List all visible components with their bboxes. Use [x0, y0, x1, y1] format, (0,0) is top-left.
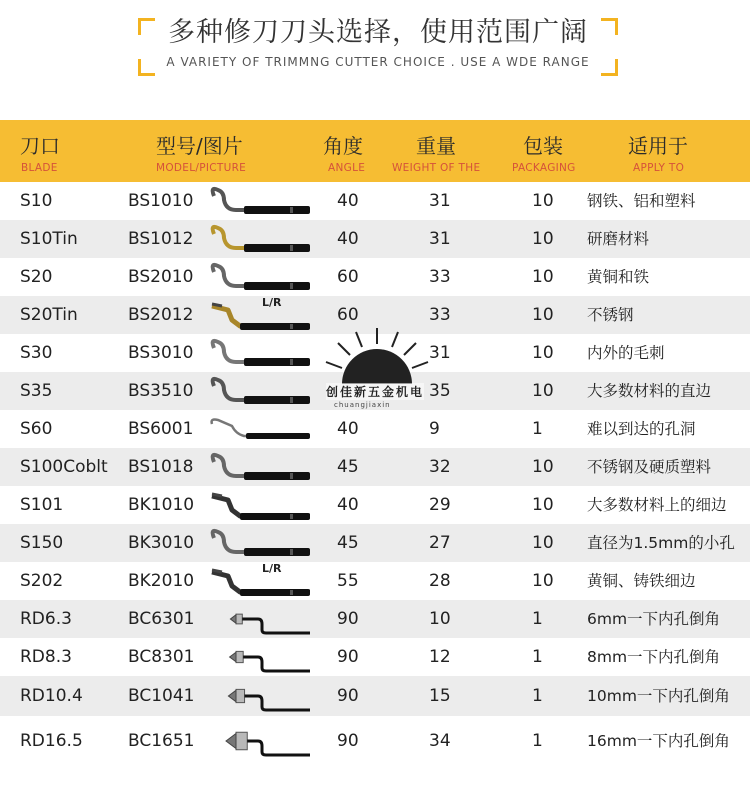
weight-cell: 31: [429, 191, 451, 211]
page-subtitle: A VARIETY OF TRIMMNG CUTTER CHOICE . USE A WDE RANGE: [166, 55, 590, 69]
weight-cell: 10: [429, 609, 451, 629]
blade-tool-icon: [206, 562, 316, 600]
apply-cell: 研磨材料: [587, 230, 650, 248]
model-cell: BS6001: [128, 419, 194, 439]
blade-cell: RD8.3: [20, 647, 72, 667]
blade-tool-icon: [206, 524, 316, 562]
blade-tool-icon: [206, 296, 316, 334]
blade-cell: S60: [20, 419, 53, 439]
table-row: [0, 410, 750, 448]
blade-tool-icon: [206, 638, 316, 676]
table-row: [0, 600, 750, 638]
packaging-cell: 10: [532, 267, 554, 287]
table-row: [0, 372, 750, 410]
header-angle-en: ANGLE: [328, 162, 366, 174]
angle-cell: 40: [337, 191, 359, 211]
blade-cell: S10Tin: [20, 229, 78, 249]
blade-cell: RD10.4: [20, 686, 83, 706]
model-cell: BC8301: [128, 647, 195, 667]
apply-cell: 6mm一下内孔倒角: [587, 610, 721, 628]
blade-tool-icon: [206, 722, 316, 760]
packaging-cell: 10: [532, 533, 554, 553]
header-weight-en: WEIGHT OF THE: [392, 162, 481, 174]
blade-tool-icon: [206, 258, 316, 296]
blade-cell: S101: [20, 495, 64, 515]
model-cell: BK3010: [128, 533, 195, 553]
weight-cell: 32: [429, 457, 451, 477]
model-cell: BS3010: [128, 343, 194, 363]
weight-cell: 9: [429, 419, 440, 439]
packaging-cell: 10: [532, 343, 554, 363]
packaging-cell: 1: [532, 686, 543, 706]
model-cell: BS2012: [128, 305, 194, 325]
weight-cell: 35: [429, 381, 451, 401]
weight-cell: 33: [429, 267, 451, 287]
table-row: [0, 638, 750, 676]
apply-cell: 内外的毛刺: [587, 344, 665, 362]
packaging-cell: 10: [532, 381, 554, 401]
model-cell: BC1041: [128, 686, 195, 706]
angle-cell: 90: [337, 731, 359, 751]
blade-cell: S35: [20, 381, 53, 401]
packaging-cell: 1: [532, 731, 543, 751]
angle-cell: 45: [337, 533, 359, 553]
model-cell: BS1012: [128, 229, 194, 249]
header-packaging-cn: 包装: [523, 134, 563, 158]
angle-cell: 90: [337, 686, 359, 706]
table-row: [0, 220, 750, 258]
apply-cell: 10mm一下内孔倒角: [587, 687, 730, 705]
title-frame: [138, 18, 618, 76]
model-cell: BS1018: [128, 457, 194, 477]
blade-tool-icon: [206, 410, 316, 448]
packaging-cell: 10: [532, 229, 554, 249]
table-row: [0, 182, 750, 220]
model-cell: BS3510: [128, 381, 194, 401]
watermark-subtext: chuangjiaxin: [334, 401, 391, 409]
table-row: [0, 716, 750, 766]
apply-cell: 难以到达的孔洞: [587, 420, 696, 438]
apply-cell: 黄铜和铁: [587, 268, 650, 286]
apply-cell: 钢铁、铝和塑料: [587, 192, 696, 210]
blade-tool-icon: [206, 448, 316, 486]
angle-cell: 40: [337, 419, 359, 439]
blade-tool-icon: [206, 334, 316, 372]
weight-cell: 27: [429, 533, 451, 553]
apply-cell: 8mm一下内孔倒角: [587, 648, 721, 666]
apply-cell: 不锈钢: [587, 306, 634, 324]
weight-cell: 34: [429, 731, 451, 751]
header-weight-cn: 重量: [416, 134, 456, 158]
blade-tool-icon: [206, 220, 316, 258]
lr-mark: L/R: [262, 296, 282, 309]
header-blade-en: BLADE: [21, 162, 58, 174]
packaging-cell: 10: [532, 191, 554, 211]
weight-cell: 15: [429, 686, 451, 706]
model-cell: BK1010: [128, 495, 195, 515]
model-cell: BC6301: [128, 609, 195, 629]
apply-cell: 16mm一下内孔倒角: [587, 732, 730, 750]
packaging-cell: 1: [532, 647, 543, 667]
blade-cell: S30: [20, 343, 53, 363]
packaging-cell: 1: [532, 419, 543, 439]
watermark-text: 创佳新五金机电: [326, 385, 425, 399]
table-row: [0, 334, 750, 372]
apply-cell: 直径为1.5mm的小孔: [587, 534, 735, 552]
model-cell: BS1010: [128, 191, 194, 211]
weight-cell: 31: [429, 229, 451, 249]
apply-cell: 大多数材料上的细边: [587, 496, 727, 514]
model-cell: BS2010: [128, 267, 194, 287]
weight-cell: 12: [429, 647, 451, 667]
blade-tool-icon: [206, 600, 316, 638]
blade-tool-icon: [206, 372, 316, 410]
header-blade-cn: 刀口: [20, 134, 60, 158]
blade-cell: S20Tin: [20, 305, 78, 325]
packaging-cell: 10: [532, 457, 554, 477]
header-apply-en: APPLY TO: [633, 162, 685, 174]
angle-cell: 55: [337, 571, 359, 591]
apply-cell: 黄铜、铸铁细边: [587, 572, 696, 590]
apply-cell: 不锈钢及硬质塑料: [587, 458, 712, 476]
table-row: [0, 486, 750, 524]
weight-cell: 33: [429, 305, 451, 325]
blade-cell: S100Coblt: [20, 457, 108, 477]
angle-cell: 40: [337, 495, 359, 515]
apply-cell: 大多数材料的直边: [587, 382, 712, 400]
model-cell: BC1651: [128, 731, 195, 751]
blade-tool-icon: [206, 486, 316, 524]
weight-cell: 31: [429, 343, 451, 363]
weight-cell: 29: [429, 495, 451, 515]
table-row: [0, 448, 750, 486]
packaging-cell: 10: [532, 495, 554, 515]
blade-tool-icon: [206, 677, 316, 715]
page-title: 多种修刀刀头选择，使用范围广阔: [168, 17, 588, 48]
header-model-cn: 型号/图片: [156, 134, 243, 158]
packaging-cell: 10: [532, 571, 554, 591]
table-row: [0, 258, 750, 296]
angle-cell: 40: [337, 229, 359, 249]
angle-cell: 60: [337, 267, 359, 287]
packaging-cell: 10: [532, 305, 554, 325]
packaging-cell: 1: [532, 609, 543, 629]
blade-cell: S20: [20, 267, 53, 287]
table-row: [0, 676, 750, 716]
blade-cell: S10: [20, 191, 53, 211]
angle-cell: 90: [337, 647, 359, 667]
header-packaging-en: PACKAGING: [512, 162, 576, 174]
angle-cell: 60: [337, 305, 359, 325]
header-apply-cn: 适用于: [628, 134, 688, 158]
table-row: [0, 296, 750, 334]
table-row: [0, 524, 750, 562]
blade-cell: RD16.5: [20, 731, 83, 751]
angle-cell: 90: [337, 609, 359, 629]
blade-cell: RD6.3: [20, 609, 72, 629]
model-cell: BK2010: [128, 571, 195, 591]
blade-tool-icon: [206, 182, 316, 220]
table-row: [0, 562, 750, 600]
angle-cell: 45: [337, 457, 359, 477]
lr-mark: L/R: [262, 562, 282, 575]
header-model-en: MODEL/PICTURE: [156, 162, 247, 174]
blade-cell: S202: [20, 571, 64, 591]
table-header: [0, 120, 750, 182]
header-angle-cn: 角度: [323, 134, 363, 158]
weight-cell: 28: [429, 571, 451, 591]
blade-cell: S150: [20, 533, 64, 553]
